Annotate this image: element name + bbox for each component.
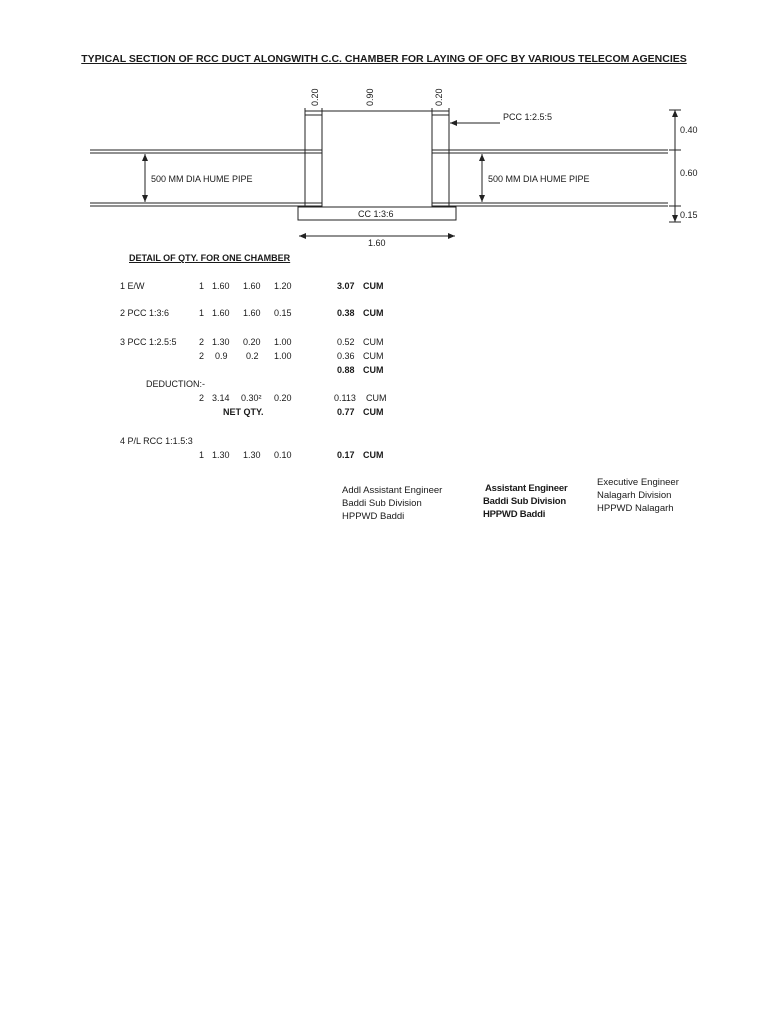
sig3-line3: HPPWD Nalagarh <box>597 503 674 514</box>
item3-row2-b: 0.2 <box>246 351 259 361</box>
item2-a: 1.60 <box>212 308 230 318</box>
signature-block-addl-ae <box>342 484 442 523</box>
sig2-line1: Assistant Engineer <box>485 483 568 494</box>
item3-row2-unit: CUM <box>363 351 384 361</box>
item1-b: 1.60 <box>243 281 261 291</box>
item3-row1-a: 1.30 <box>212 337 230 347</box>
item3-label: 3 PCC 1:2.5:5 <box>120 337 177 347</box>
item3-row1-c: 1.00 <box>274 337 292 347</box>
item4-unit: CUM <box>363 450 384 460</box>
item3-row2-n: 2 <box>198 351 204 361</box>
item4-n: 1 <box>198 450 204 460</box>
item2-label: 2 PCC 1:3:6 <box>120 308 170 318</box>
qty-heading: DETAIL OF QTY. FOR ONE CHAMBER <box>129 253 291 263</box>
ded-total: 0.113 <box>334 393 356 403</box>
dim-left-wall: 0.20 <box>310 88 320 106</box>
net-qty-unit: CUM <box>363 407 384 417</box>
item3-sum-unit: CUM <box>363 365 384 375</box>
left-wall <box>305 111 322 207</box>
right-pipe-label: 500 MM DIA HUME PIPE <box>488 174 590 184</box>
deduction-label: DEDUCTION:- <box>146 379 205 389</box>
dim-pipe-height: 0.60 <box>680 168 698 178</box>
item3-row1-n: 2 <box>198 337 204 347</box>
sig2-line2: Baddi Sub Division <box>483 496 566 507</box>
item1-c: 1.20 <box>274 281 292 291</box>
arrowhead <box>450 120 457 126</box>
document-title: TYPICAL SECTION OF RCC DUCT ALONGWITH C.C. CHAMBER FOR LAYING OF OFC BY VARIOUS TELECOM AGENCIES <box>81 53 687 65</box>
left-pipe-label: 500 MM DIA HUME PIPE <box>151 174 253 184</box>
item2-unit: CUM <box>363 308 384 318</box>
net-qty-total: 0.77 <box>337 407 355 417</box>
arrowhead <box>142 154 148 161</box>
item1-a: 1.60 <box>212 281 230 291</box>
item3-row1-unit: CUM <box>363 337 384 347</box>
signature-block-ae <box>483 482 567 521</box>
dim-top-height: 0.40 <box>680 125 698 135</box>
arrowhead <box>299 233 306 239</box>
ded-unit: CUM <box>366 393 387 403</box>
ded-a: 3.14 <box>212 393 230 403</box>
item2-total: 0.38 <box>337 308 355 318</box>
sig1-line1: Addl Assistant Engineer <box>342 485 443 496</box>
item4-b: 1.30 <box>243 450 261 460</box>
arrowhead <box>672 215 678 222</box>
sig3-line2: Nalagarh Division <box>597 490 672 501</box>
signature-block-ee <box>597 476 679 515</box>
sig1-line2: Baddi Sub Division <box>342 498 422 509</box>
arrowhead <box>142 195 148 202</box>
arrowhead <box>448 233 455 239</box>
item4-c: 0.10 <box>274 450 292 460</box>
dim-base-height: 0.15 <box>680 210 698 220</box>
sig1-line3: HPPWD Baddi <box>342 511 405 522</box>
arrowhead <box>479 154 485 161</box>
item2-c: 0.15 <box>274 308 292 318</box>
item2-n: 1 <box>198 308 204 318</box>
arrowhead <box>672 110 678 117</box>
item1-label: 1 E/W <box>120 281 145 291</box>
ded-c: 0.20 <box>274 393 292 403</box>
item3-row2-total: 0.36 <box>337 351 355 361</box>
item1-unit: CUM <box>363 281 384 291</box>
item4-total: 0.17 <box>337 450 355 460</box>
sig2-line3: HPPWD Baddi <box>483 509 546 520</box>
section-drawing <box>0 0 768 260</box>
item3-sum-total: 0.88 <box>337 365 355 375</box>
item2-b: 1.60 <box>243 308 261 318</box>
cc-label: CC 1:3:6 <box>358 209 394 219</box>
net-qty-label: NET QTY. <box>223 407 264 417</box>
item1-total: 3.07 <box>337 281 355 291</box>
ded-n: 2 <box>198 393 204 403</box>
arrowhead <box>479 195 485 202</box>
item1-n: 1 <box>198 281 204 291</box>
ded-b: 0.30² <box>241 393 262 403</box>
dim-right-wall: 0.20 <box>434 88 444 106</box>
pcc-label: PCC 1:2.5:5 <box>503 112 553 122</box>
item4-label: 4 P/L RCC 1:1.5:3 <box>120 436 193 446</box>
item3-row1-total: 0.52 <box>337 337 355 347</box>
item4-a: 1.30 <box>212 450 230 460</box>
item3-row2-a: 0.9 <box>215 351 228 361</box>
sig3-line1: Executive Engineer <box>597 477 679 488</box>
item3-row2-c: 1.00 <box>274 351 292 361</box>
base-width-label: 1.60 <box>368 238 386 248</box>
item3-row1-b: 0.20 <box>243 337 261 347</box>
dim-chamber-width: 0.90 <box>365 88 375 106</box>
right-wall <box>432 111 449 207</box>
